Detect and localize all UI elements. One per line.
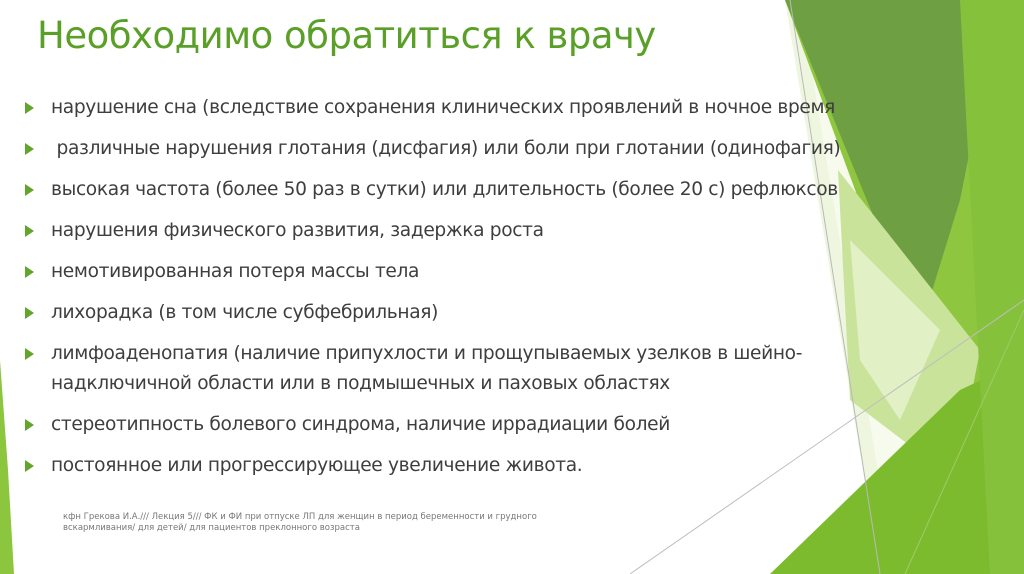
list-item-text: постоянное или прогрессирующее увеличение живота.	[51, 455, 583, 476]
triangle-bullet-icon	[25, 102, 34, 114]
triangle-bullet-icon	[25, 225, 34, 237]
slide-footer: кфн Грекова И.А./// Лекция 5/// ФК и ФИ при отпуске ЛП для женщин в период беременности и грудного вскармливания/ для детей/ для пациентов преклонного возраста	[63, 512, 537, 533]
list-item-text: нарушение сна (вследствие сохранения клинических проявлений в ночное время	[51, 97, 836, 118]
list-item-text: высокая частота (более 50 раз в сутки) или длительность (более 20 с) рефлюксов	[51, 179, 838, 200]
triangle-bullet-icon	[25, 307, 34, 319]
list-item-text: нарушения физического развития, задержка роста	[51, 220, 544, 241]
triangle-bullet-icon	[25, 348, 34, 360]
list-item-text: стереотипность болевого синдрома, наличие иррадиации болей	[51, 414, 670, 435]
list-item-text: лимфоаденопатия (наличие припухлости и прощупываемых узелков в шейно-надключичной области или в подмышечных и паховых областях	[51, 343, 803, 394]
list-item	[22, 216, 842, 246]
list-item	[22, 175, 842, 205]
list-item	[22, 93, 842, 123]
deco-left-sliver	[0, 360, 14, 574]
triangle-bullet-icon	[25, 184, 34, 196]
triangle-bullet-icon	[25, 460, 34, 472]
list-item	[22, 298, 842, 328]
list-item	[22, 410, 842, 440]
triangle-bullet-icon	[25, 266, 34, 278]
list-item	[22, 134, 842, 164]
list-item-text: различные нарушения глотания (дисфагия) или боли при глотании (одинофагия)	[51, 138, 841, 159]
list-item	[22, 339, 842, 399]
list-item	[22, 451, 842, 481]
list-item-text: лихорадка (в том числе субфебрильная)	[51, 302, 438, 323]
triangle-bullet-icon	[25, 419, 34, 431]
list-item	[22, 257, 842, 287]
list-item-text: немотивированная потеря массы тела	[51, 261, 420, 282]
triangle-bullet-icon	[25, 143, 34, 155]
slide-title: Необходимо обратиться к врачу	[37, 14, 656, 57]
bullet-list	[22, 93, 842, 492]
